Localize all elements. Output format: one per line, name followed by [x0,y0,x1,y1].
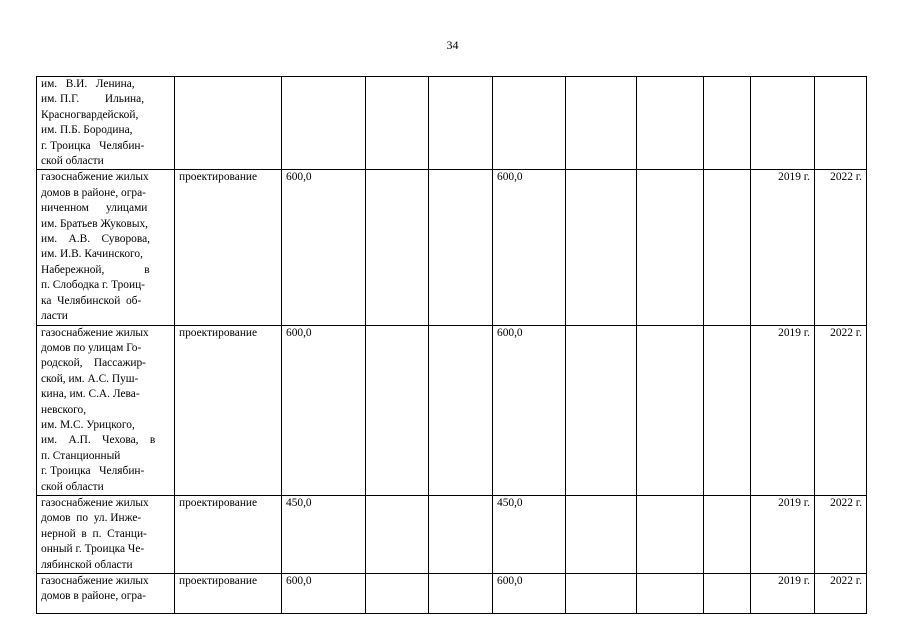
end-year-cell: 2022 г. [815,170,867,325]
object-name-line: онный г. Троицка Че- [41,543,145,556]
amount-cell [704,495,751,573]
stage-cell: проектирование [175,325,282,495]
stage-cell: проектирование [175,170,282,325]
start-year-cell: 2019 г. [751,170,815,325]
amount-cell [637,170,704,325]
amount-cell [429,325,493,495]
amount-cell [366,170,429,325]
object-name-line: ской, им. А.С. Пуш- [41,372,139,385]
program-table [36,76,867,614]
amount-cell [704,574,751,614]
object-name-line: ской области [41,155,104,168]
start-year-cell: 2019 г. [751,495,815,573]
amount-cell: 600,0 [493,325,566,495]
table-row [37,495,867,573]
object-name-line: п. Станционный [41,449,121,462]
object-name-line: г. Троицка Челябин- [41,139,145,152]
object-name-line: домов в районе, огра- [41,590,146,603]
object-name-line: Набережной, в [41,263,150,276]
amount-cell [366,325,429,495]
end-year-cell [815,77,867,170]
end-year-cell: 2022 г. [815,574,867,614]
amount-cell [429,495,493,573]
table-row [37,574,867,614]
table-row [37,77,867,170]
object-name-line: ка Челябинской об- [41,294,142,307]
start-year-cell: 2019 г. [751,325,815,495]
amount-total-cell: 450,0 [282,495,366,573]
object-name-line: домов по ул. Инже- [41,512,142,525]
object-name-line: им. В.И. Ленина, [41,78,135,90]
amount-cell: 600,0 [493,170,566,325]
amount-cell [704,325,751,495]
object-name-cell [37,170,175,325]
object-name-line: ниченном улицами [41,202,148,215]
object-name-line: газоснабжение жилых [41,326,149,339]
stage-cell [175,77,282,170]
object-name-line: им. М.С. Урицкого, [41,418,135,431]
amount-cell [429,170,493,325]
amount-cell [637,495,704,573]
amount-cell: 450,0 [493,495,566,573]
amount-cell [366,574,429,614]
amount-cell [429,574,493,614]
object-name-line: газоснабжение жилых [41,171,149,184]
amount-total-cell [282,77,366,170]
object-name-cell [37,495,175,573]
object-name-line: п. Слободка г. Троиц- [41,279,145,292]
start-year-cell: 2019 г. [751,574,815,614]
stage-cell: проектирование [175,495,282,573]
object-name-line: ской области [41,480,104,493]
amount-cell [566,77,637,170]
object-name-line: им. А.В. Суворова, [41,233,150,246]
object-name-line: Красногвардейской, [41,108,139,121]
amount-total-cell: 600,0 [282,170,366,325]
amount-cell: 600,0 [493,574,566,614]
table-row [37,170,867,325]
object-name-line: нерной в п. Станци- [41,527,147,540]
object-name-line: кина, им. С.А. Лева- [41,388,140,401]
object-name-line: им. П.Б. Бородина, [41,124,133,137]
amount-cell [637,574,704,614]
amount-cell [704,77,751,170]
amount-cell [429,77,493,170]
object-name-line: ласти [41,310,68,323]
table-row [37,325,867,495]
amount-cell [566,495,637,573]
page-number: 34 [446,38,459,52]
object-name-line: невского, [41,403,87,416]
start-year-cell [751,77,815,170]
object-name-line: домов в районе, огра- [41,186,146,199]
amount-cell [637,77,704,170]
amount-cell [704,170,751,325]
amount-cell [366,495,429,573]
amount-cell [566,325,637,495]
object-name-line: им. И.В. Качинского, [41,248,143,261]
object-name-cell [37,325,175,495]
object-name-cell [37,77,175,170]
end-year-cell: 2022 г. [815,325,867,495]
amount-cell [566,170,637,325]
object-name-line: газоснабжение жилых [41,496,149,509]
object-name-cell [37,574,175,614]
object-name-line: газоснабжение жилых [41,575,149,587]
object-name-line: г. Троицка Челябин- [41,465,145,478]
amount-total-cell: 600,0 [282,325,366,495]
amount-total-cell: 600,0 [282,574,366,614]
amount-cell [366,77,429,170]
object-name-line: им. Братьев Жуковых, [41,217,149,230]
amount-cell [637,325,704,495]
amount-cell [566,574,637,614]
amount-cell [493,77,566,170]
object-name-line: лябинской области [41,558,133,571]
object-name-line: родской, Пассажир- [41,357,146,370]
stage-cell: проектирование [175,574,282,614]
object-name-line: им. П.Г. Ильина, [41,93,145,106]
end-year-cell: 2022 г. [815,495,867,573]
object-name-line: домов по улицам Го- [41,341,142,354]
object-name-line: им. А.П. Чехова, в [41,434,156,447]
